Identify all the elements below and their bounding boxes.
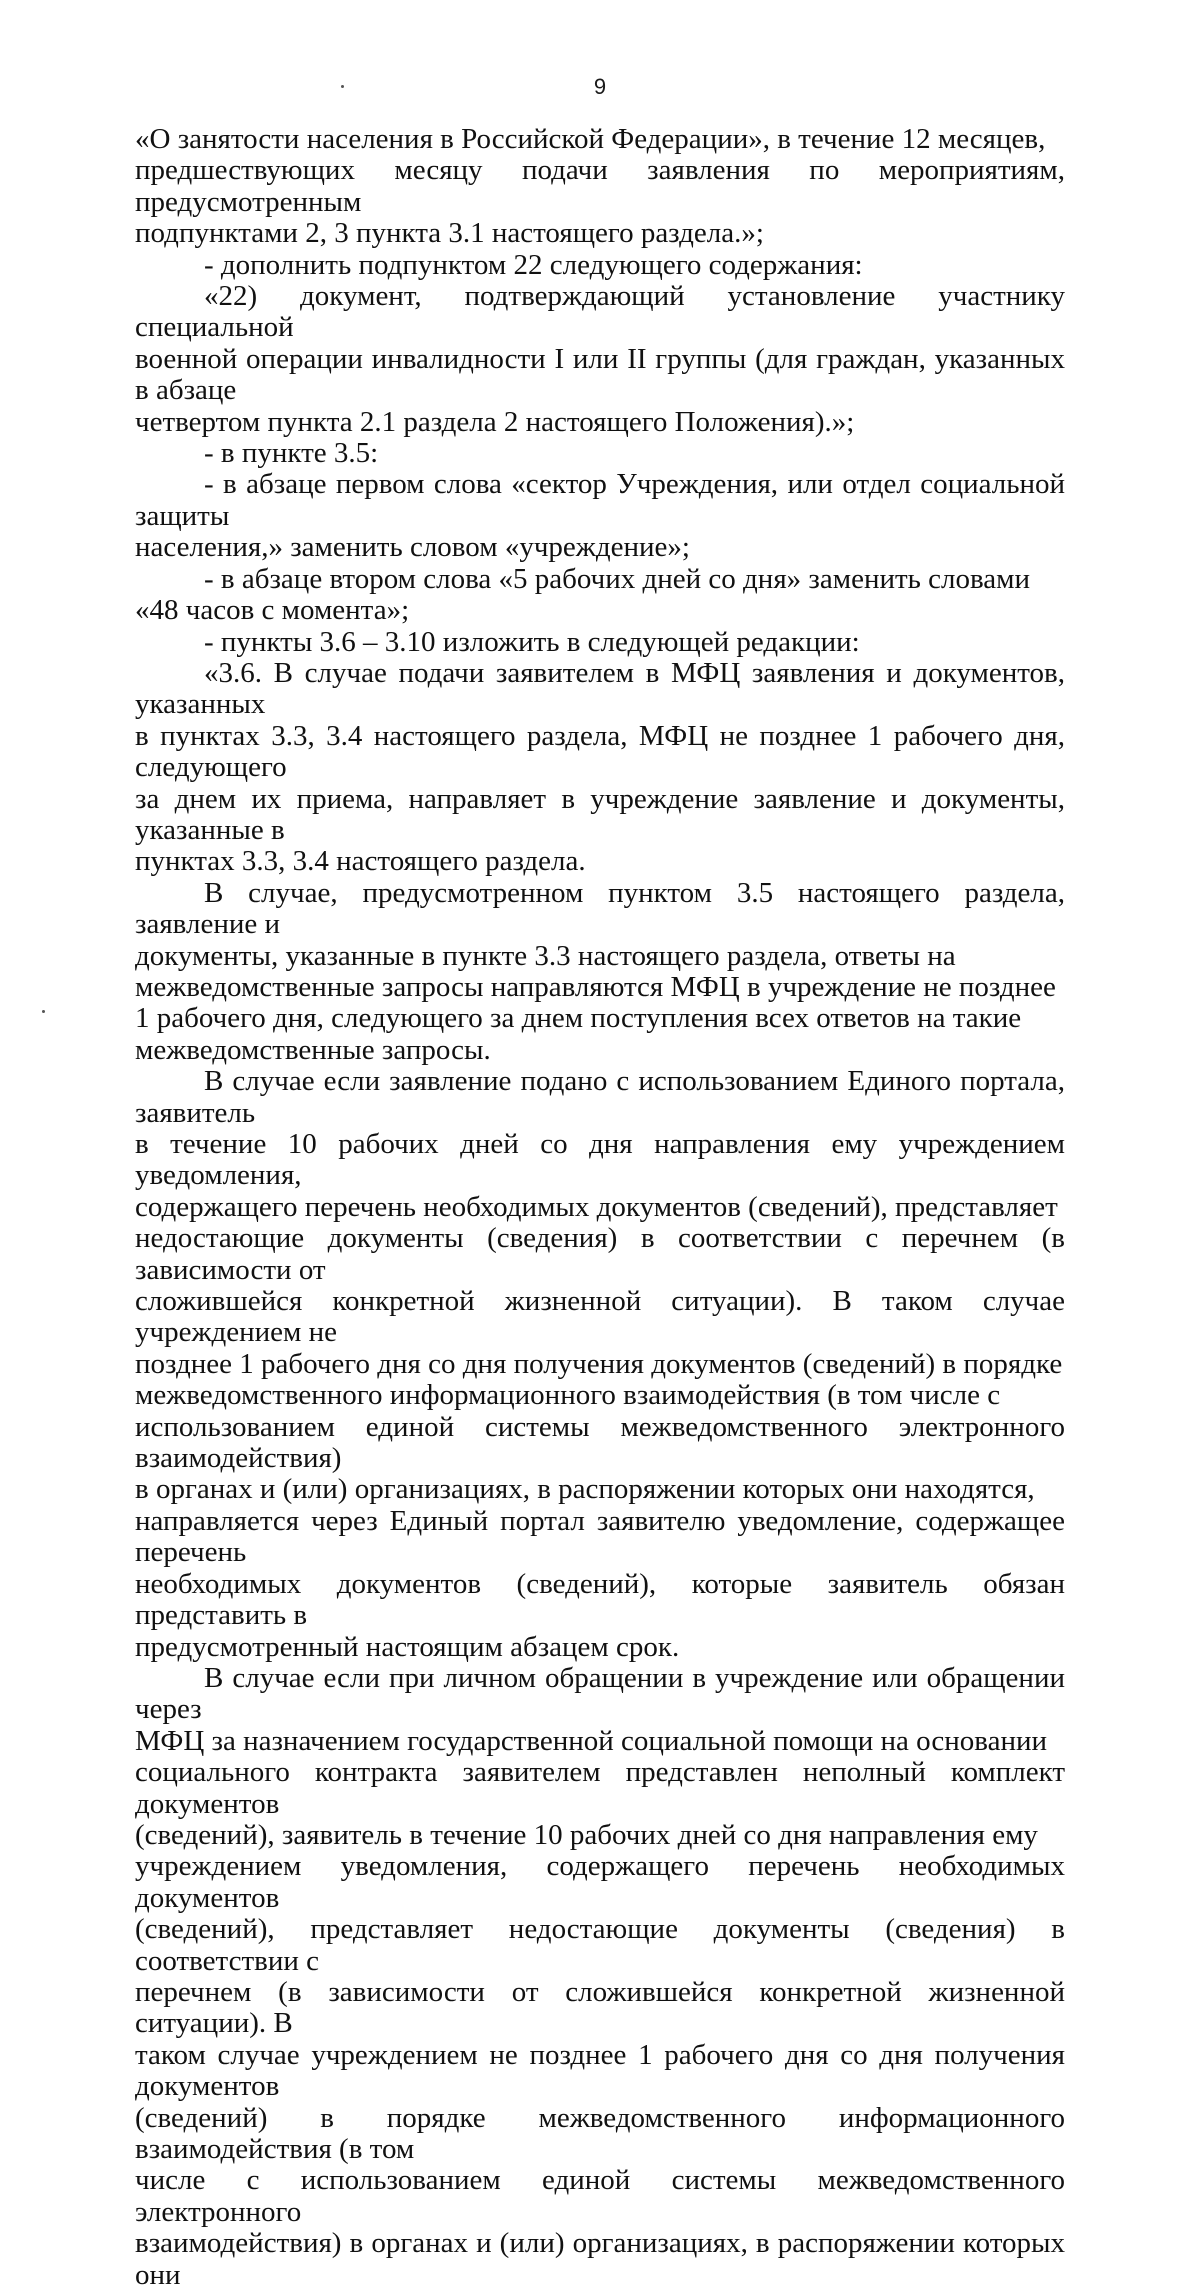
- text-line: подпунктами 2, 3 пункта 3.1 настоящего раздела.»;: [135, 217, 764, 250]
- text-line: учреждением уведомления, содержащего перечень необходимых документов: [135, 1850, 1065, 1914]
- text-line: В случае, предусмотренном пунктом 3.5 настоящего раздела, заявление и: [135, 876, 1065, 941]
- text-line: «3.6. В случае подачи заявителем в МФЦ заявления и документов, указанных: [135, 656, 1065, 721]
- text-line: пунктах 3.3, 3.4 настоящего раздела.: [135, 845, 586, 878]
- text-line: «О занятости населения в Российской Федерации», в течение 12 месяцев,: [135, 123, 1046, 155]
- paragraph-subitem-22: [135, 281, 1065, 438]
- text-line: - в пункте 3.5:: [204, 437, 379, 470]
- paragraph-amendment: [135, 564, 1065, 627]
- paragraph-body: [135, 878, 1065, 1066]
- text-line: военной операции инвалидности I или II группы (для граждан, указанных в абзаце: [135, 342, 1065, 407]
- paragraph-item-3-6: [135, 658, 1065, 878]
- document-body: [135, 124, 1065, 2291]
- text-line: позднее 1 рабочего дня со дня получения документов (сведений) в порядке: [135, 1347, 1063, 1380]
- paragraph-amendment: [135, 627, 1065, 658]
- text-line: перечнем (в зависимости от сложившейся конкретной жизненной ситуации). В: [135, 1975, 1065, 2040]
- text-line: 1 рабочего дня, следующего за днем поступления всех ответов на такие: [135, 1002, 1022, 1035]
- text-line: содержащего перечень необходимых документов (сведений), представляет: [135, 1190, 1058, 1223]
- text-line: предусмотренный настоящим абзацем срок.: [135, 1630, 680, 1663]
- paragraph-continuation: [135, 124, 1065, 250]
- text-line: В случае если заявление подано с использованием Единого портала, заявитель: [135, 1065, 1065, 1129]
- text-line: - в абзаце первом слова «сектор Учреждения, или отдел социальной защиты: [135, 468, 1065, 532]
- text-line: - пункты 3.6 – 3.10 изложить в следующей редакции:: [204, 625, 860, 658]
- text-line: населения,» заменить словом «учреждение»;: [135, 531, 690, 564]
- paragraph-amendment: [135, 250, 1065, 281]
- text-line: использованием единой системы межведомственного электронного взаимодействия): [135, 1410, 1065, 1475]
- text-line: документы, указанные в пункте 3.3 настоящего раздела, ответы на: [135, 939, 956, 972]
- text-line: четвертом пункта 2.1 раздела 2 настоящего Положения).»;: [135, 405, 855, 438]
- text-line: в течение 10 рабочих дней со дня направления ему учреждением уведомления,: [135, 1128, 1065, 1192]
- text-line: недостающие документы (сведения) в соответствии с перечнем (в зависимости от: [135, 1222, 1065, 1286]
- text-line: в пунктах 3.3, 3.4 настоящего раздела, МФЦ не позднее 1 рабочего дня, следующего: [135, 719, 1065, 784]
- text-line: межведомственного информационного взаимодействия (в том числе с: [135, 1379, 1001, 1412]
- text-line: необходимых документов (сведений), которые заявитель обязан представить в: [135, 1567, 1065, 1632]
- text-line: МФЦ за назначением государственной социальной помощи на основании: [135, 1724, 1047, 1757]
- text-line: - в абзаце втором слова «5 рабочих дней со дня» заменить словами: [204, 562, 1031, 595]
- text-line: направляется через Единый портал заявителю уведомление, содержащее перечень: [135, 1504, 1065, 1569]
- text-line: межведомственные запросы.: [135, 1033, 491, 1066]
- text-line: - дополнить подпунктом 22 следующего содержания:: [204, 248, 863, 281]
- text-line: социального контракта заявителем представлен неполный комплект документов: [135, 1756, 1065, 1820]
- text-line: за днем их приема, направляет в учреждение заявление и документы, указанные в: [135, 782, 1065, 846]
- text-line: В случае если при личном обращении в учреждение или обращении через: [135, 1661, 1065, 1726]
- scan-speck: [42, 1010, 45, 1013]
- text-line: сложившейся конкретной жизненной ситуации). В таком случае учреждением не: [135, 1285, 1065, 1349]
- text-line: числе с использованием единой системы межведомственного электронного: [135, 2164, 1065, 2228]
- text-line: (сведений) в порядке межведомственного информационного взаимодействия (в том: [135, 2101, 1065, 2165]
- paragraph-amendment: [135, 469, 1065, 563]
- page-number: 9: [593, 74, 607, 99]
- text-line: таком случае учреждением не позднее 1 рабочего дня со дня получения документов: [135, 2038, 1065, 2103]
- text-line: межведомственные запросы направляются МФЦ в учреждение не позднее: [135, 970, 1056, 1003]
- paragraph-body: [135, 1066, 1065, 1663]
- text-line: «48 часов с момента»;: [135, 594, 410, 627]
- scan-speck: [341, 85, 344, 88]
- paragraph-amendment: [135, 438, 1065, 469]
- text-line: «22) документ, подтверждающий установление участнику специальной: [135, 280, 1065, 344]
- text-line: в органах и (или) организациях, в распоряжении которых они находятся,: [135, 1473, 1035, 1506]
- text-line: (сведений), представляет недостающие документы (сведения) в соответствии с: [135, 1913, 1065, 1977]
- paragraph-body: [135, 1663, 1065, 2291]
- text-line: взаимодействия) в органах и (или) организациях, в распоряжении которых они: [135, 2227, 1065, 2291]
- text-line: (сведений), заявитель в течение 10 рабочих дней со дня направления ему: [135, 1818, 1038, 1851]
- text-line: предшествующих месяцу подачи заявления по мероприятиям, предусмотренным: [135, 154, 1065, 218]
